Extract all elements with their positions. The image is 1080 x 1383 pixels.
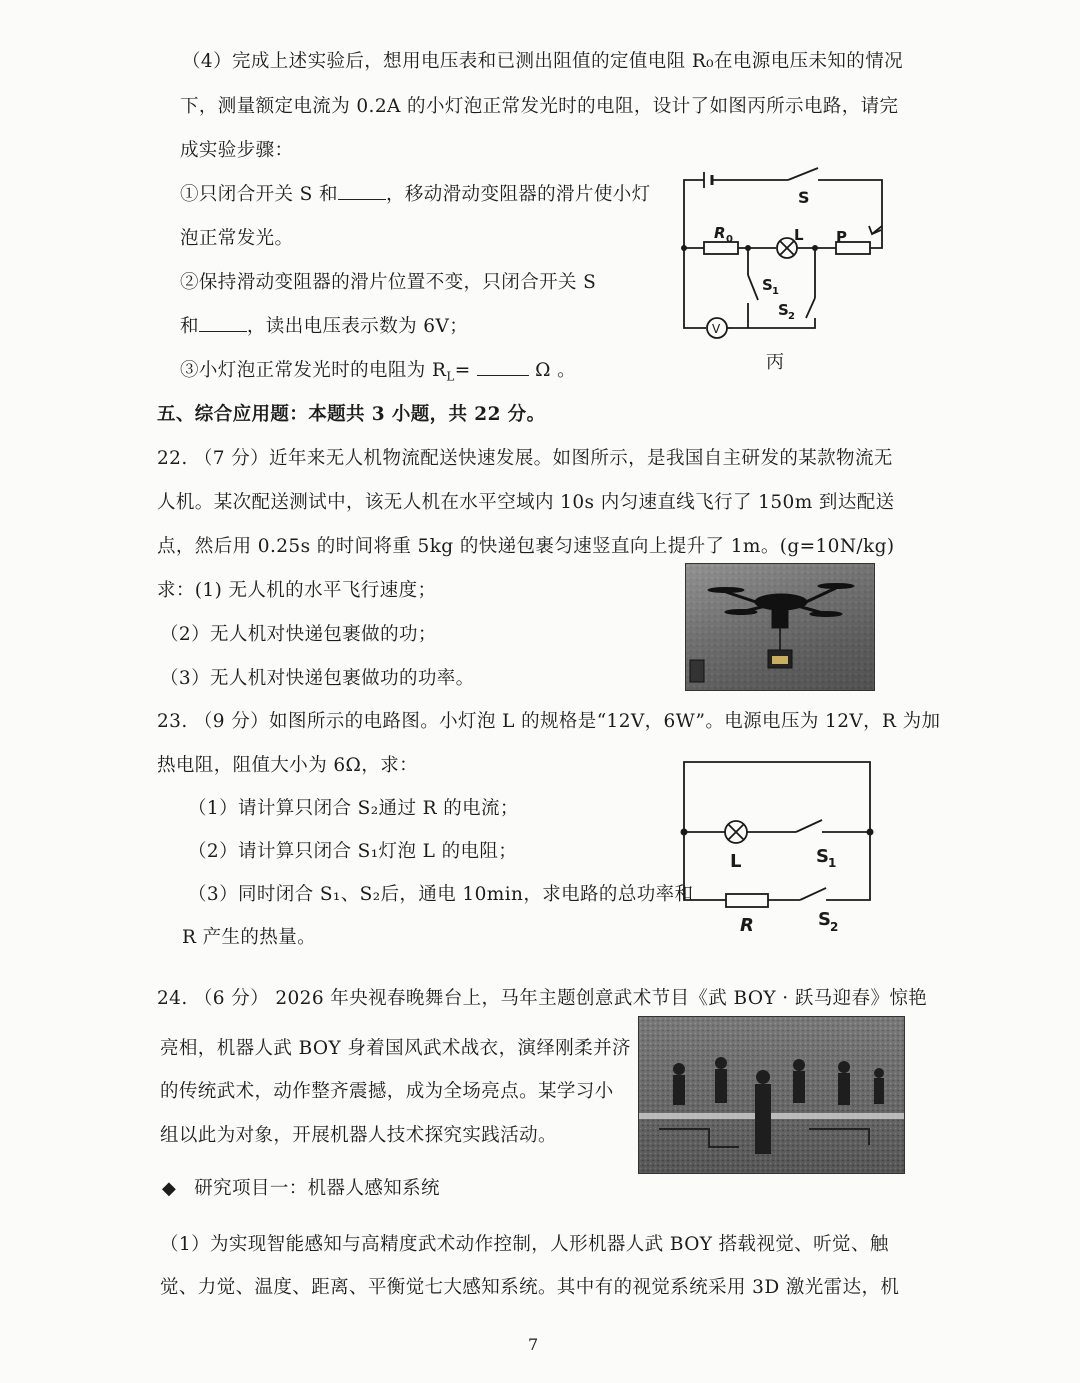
circuit-diagram-bing — [670, 160, 900, 380]
section5-title: 五、综合应用题：本题共 3 小题，共 22 分。 — [157, 404, 546, 425]
q22-line2: 人机。某次配送测试中，该无人机在水平空域内 10s 内匀速直线飞行了 150m 到达配送 — [157, 492, 895, 513]
diamond-bullet-icon: ◆ — [162, 1178, 177, 1199]
q22-line3: 点，然后用 0.25s 的时间将重 5kg 的快递包裹匀速竖直向上提升了 1m。(g=10N/kg) — [157, 536, 895, 557]
q22-question2: （2）无人机对快递包裹做的功； — [160, 624, 437, 645]
label-v: V — [712, 322, 721, 336]
q21-step3-text-a: ③小灯泡正常发光时的电阻为 R — [180, 360, 447, 381]
q21-step3 — [180, 356, 576, 384]
page-number: 7 — [528, 1335, 539, 1354]
q24-line2: 亮相，机器人武 BOY 身着国风武术战衣，演绎刚柔并济 — [160, 1038, 631, 1059]
q21-intro-line3: 成实验步骤： — [180, 140, 294, 161]
figure-caption-bing: 丙 — [766, 352, 784, 373]
label-s1-sub: 1 — [772, 286, 779, 297]
switch-s1-q23 — [796, 820, 822, 832]
q21-step3-text-b: = — [454, 360, 471, 381]
q24-project-heading — [162, 1174, 440, 1200]
drone-illustration — [686, 564, 874, 690]
q21-step1-text-a: ①只闭合开关 S 和 — [180, 184, 338, 205]
label-r-q23: R — [740, 915, 754, 936]
label-s2-q23: S — [818, 909, 831, 930]
switch-s-blade — [788, 168, 818, 180]
q21-step2-line2 — [180, 312, 468, 338]
label-l-q23: L — [730, 851, 742, 872]
q23-question2: （2）请计算只闭合 S₁灯泡 L 的电阻； — [188, 841, 518, 862]
resistor-r-q23 — [726, 894, 768, 907]
q24-line3: 的传统武术，动作整齐震撼，成为全场亮点。某学习小 — [160, 1081, 614, 1102]
switch-s2-blade — [806, 298, 815, 318]
circuit-diagram-q23 — [670, 750, 890, 940]
q21-intro-line2: 下，测量额定电流为 0.2A 的小灯泡正常发光时的电阻，设计了如图丙所示电路，请完 — [180, 96, 899, 117]
q22-line1: 22. （7 分）近年来无人机物流配送快速发展。如图所示，是我国自主研发的某款物流无 — [157, 448, 893, 469]
label-r0-sub: 0 — [726, 234, 733, 245]
switch-s1-blade — [748, 275, 758, 300]
q24-paragraph-line1: （1）为实现智能感知与高精度武术动作控制，人形机器人武 BOY 搭载视觉、听觉、触 — [160, 1234, 889, 1255]
label-s1-q23: S — [816, 846, 829, 867]
label-l: L — [794, 226, 804, 244]
q21-step2-line1: ②保持滑动变阻器的滑片位置不变，只闭合开关 S — [180, 272, 597, 293]
q24-line4: 组以此为对象，开展机器人技术探究实践活动。 — [160, 1125, 557, 1146]
q21-step2-blank — [199, 313, 247, 332]
q21-step3-sub: L — [446, 369, 455, 384]
q21-step3-blank — [477, 357, 529, 376]
q23-line1: 23. （9 分）如图所示的电路图。小灯泡 L 的规格是“12V，6W”。电源电压为 12V，R 为加 — [157, 711, 941, 732]
q22-question1: 求：(1) 无人机的水平飞行速度； — [157, 580, 437, 601]
q21-step1-line2: 泡正常发光。 — [180, 228, 294, 249]
robot-performance-photo — [638, 1016, 905, 1174]
label-s1: S — [762, 276, 773, 294]
label-s2: S — [778, 301, 789, 319]
q21-step1-line1 — [180, 180, 651, 206]
q24-project-title: 研究项目一：机器人感知系统 — [194, 1178, 440, 1199]
q21-step1-text-b: ，移动滑动变阻器的滑片使小灯 — [385, 184, 651, 205]
robot-performance-illustration — [639, 1017, 904, 1173]
q21-step3-text-c: Ω 。 — [535, 360, 577, 381]
drone-photo — [685, 563, 875, 691]
q23-question3-cont: R 产生的热量。 — [182, 927, 317, 948]
label-s: S — [798, 188, 810, 207]
q21-intro-line1: （4）完成上述实验后，想用电压表和已测出阻值的定值电阻 R₀在电源电压未知的情况 — [182, 51, 903, 72]
q21-step2-text-c: ，读出电压表示数为 6V； — [246, 316, 469, 337]
label-r0: R — [714, 224, 726, 242]
q24-paragraph-line2: 觉、力觉、温度、距离、平衡觉七大感知系统。其中有的视觉系统采用 3D 激光雷达，机 — [160, 1277, 900, 1298]
switch-s2-q23 — [800, 888, 826, 900]
label-s2-sub-q23: 2 — [830, 920, 839, 934]
q22-question3: （3）无人机对快递包裹做功的功率。 — [160, 668, 475, 689]
label-s1-sub-q23: 1 — [828, 856, 837, 870]
label-p: P — [836, 228, 847, 246]
q23-question1: （1）请计算只闭合 S₂通过 R 的电流； — [188, 798, 519, 819]
label-s2-sub: 2 — [788, 311, 795, 322]
q21-step1-blank — [338, 181, 386, 200]
q21-step2-text-b: 和 — [180, 316, 199, 337]
q23-line2: 热电阻，阻值大小为 6Ω，求： — [157, 755, 418, 776]
q23-question3: （3）同时闭合 S₁、S₂后，通电 10min，求电路的总功率和 — [188, 884, 694, 905]
q24-line1: 24. （6 分） 2026 年央视春晚舞台上，马年主题创意武术节目《武 BOY · 跃马迎春》惊艳 — [157, 988, 928, 1009]
